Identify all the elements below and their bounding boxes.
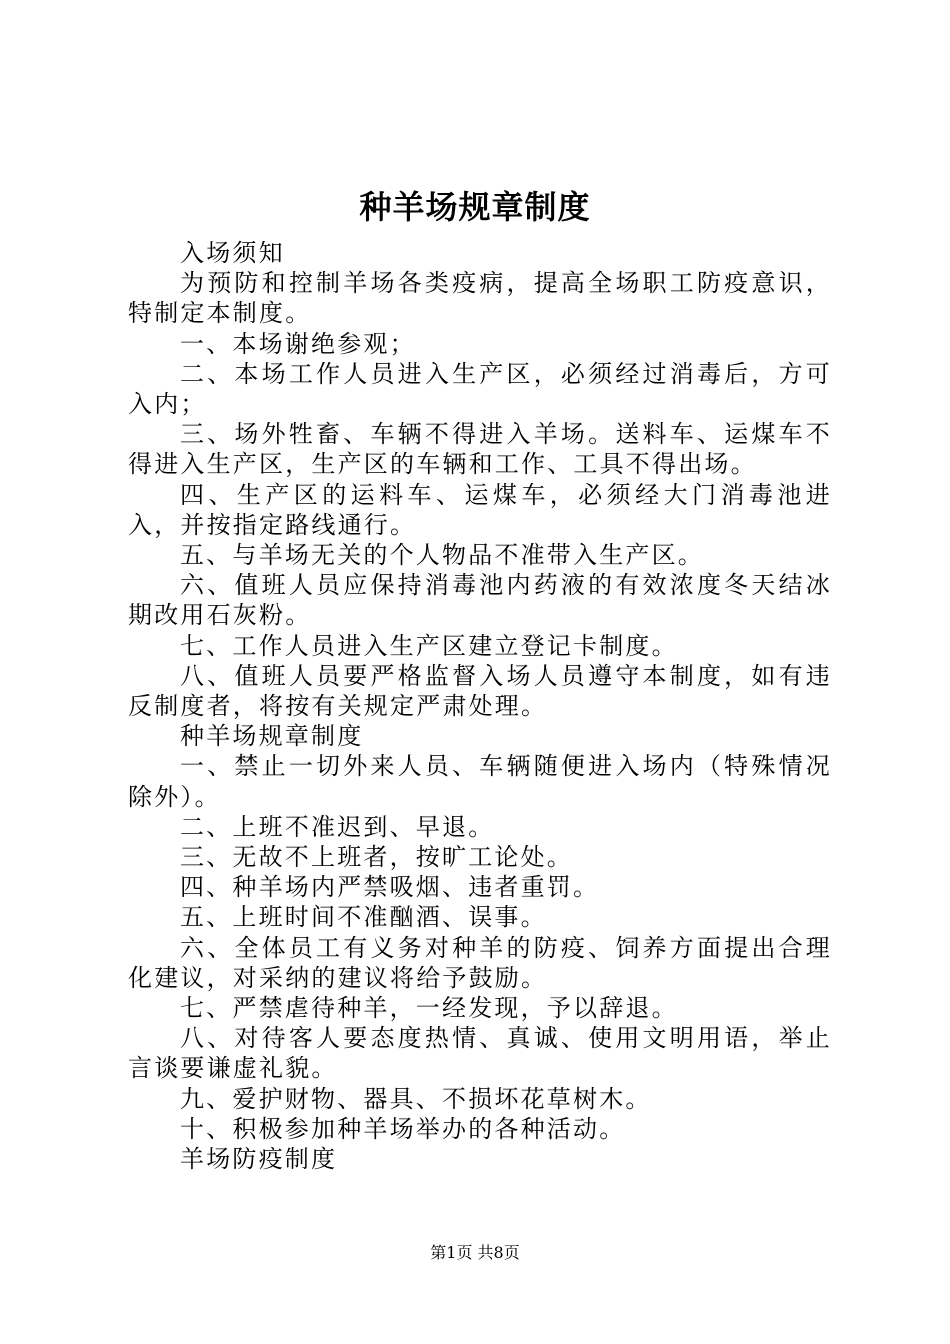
paragraph: 二、上班不准迟到、早退。 (180, 812, 495, 841)
paragraph: 九、爱护财物、器具、不损坏花草树木。 (180, 1084, 652, 1113)
paragraph: 羊场防疫制度 (180, 1145, 338, 1174)
paragraph: 六、全体员工有义务对种羊的防疫、饲养方面提出合理化建议，对采纳的建议将给予鼓励。 (128, 933, 832, 992)
paragraph: 十、积极参加种羊场举办的各种活动。 (180, 1114, 626, 1143)
paragraph: 种羊场规章制度 (180, 722, 364, 751)
page-footer: 第1页 共8页 (430, 1243, 520, 1262)
paragraph: 一、禁止一切外来人员、车辆随便进入场内（特殊情况除外）。 (128, 752, 832, 811)
paragraph: 二、本场工作人员进入生产区，必须经过消毒后，方可入内； (128, 359, 832, 419)
paragraph: 三、无故不上班者，按旷工论处。 (180, 843, 573, 872)
paragraph: 一、本场谢绝参观； (180, 329, 416, 358)
paragraph: 四、种羊场内严禁吸烟、违者重罚。 (180, 873, 600, 902)
paragraph: 四、生产区的运料车、运煤车，必须经大门消毒池进入，并按指定路线通行。 (128, 480, 832, 539)
paragraph: 入场须知 (180, 239, 285, 267)
paragraph: 三、场外牲畜、车辆不得进入羊场。送料车、运煤车不得进入生产区，生产区的车辆和工作、工具不得出场。 (128, 420, 832, 479)
paragraph: 五、上班时间不准酗酒、误事。 (180, 903, 547, 932)
document-body (128, 238, 832, 1174)
paragraph: 六、值班人员应保持消毒池内药液的有效浓度冬天结冰期改用石灰粉。 (128, 571, 832, 630)
paragraph: 五、与羊场无关的个人物品不准带入生产区。 (180, 541, 704, 570)
paragraph: 七、工作人员进入生产区建立登记卡制度。 (180, 631, 678, 660)
paragraph: 八、对待客人要态度热情、真诚、使用文明用语，举止言谈要谦虚礼貌。 (128, 1024, 832, 1083)
paragraph: 七、严禁虐待种羊，一经发现，予以辞退。 (180, 994, 678, 1023)
document-title: 种羊场规章制度 (359, 188, 591, 226)
paragraph: 八、值班人员要严格监督入场人员遵守本制度，如有违反制度者，将按有关规定严肃处理。 (128, 661, 832, 721)
paragraph: 为预防和控制羊场各类疫病，提高全场职工防疫意识，特制定本制度。 (128, 269, 832, 328)
